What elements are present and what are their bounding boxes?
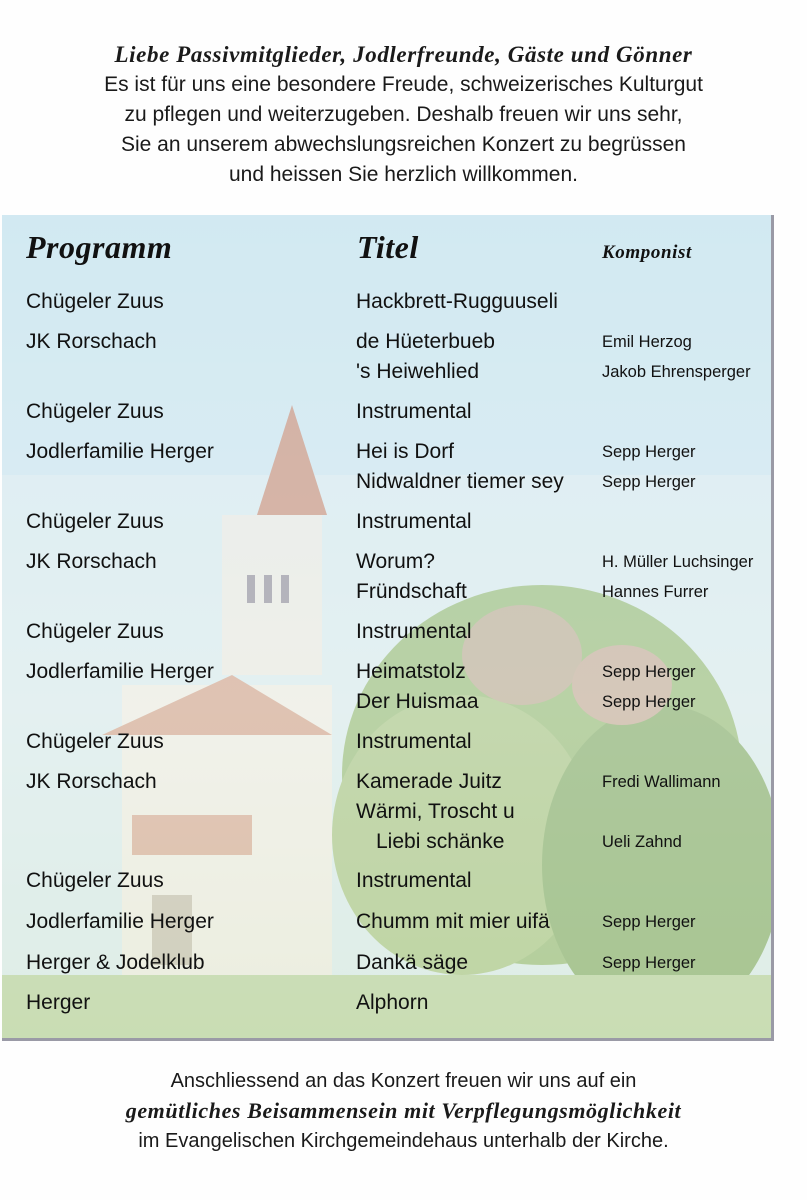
song-titles bbox=[356, 767, 515, 857]
song-titles bbox=[356, 617, 472, 647]
song-title: 's Heiwehlied bbox=[356, 360, 480, 383]
song-title: Worum? bbox=[356, 550, 435, 573]
program-column-header: Programm bbox=[26, 229, 173, 265]
performer: JK Rorschach bbox=[26, 330, 157, 353]
intro-line: und heissen Sie herzlich willkommen. bbox=[229, 163, 578, 186]
performer: Herger bbox=[26, 991, 91, 1014]
song-titles bbox=[356, 437, 564, 497]
song-title: Fründschaft bbox=[356, 580, 467, 603]
outro-line: im Evangelischen Kirchgemeindehaus unterhalb der Kirche. bbox=[138, 1130, 669, 1152]
song-titles bbox=[356, 907, 550, 937]
outro-line: Anschliessend an das Konzert freuen wir uns auf ein bbox=[170, 1070, 637, 1092]
performer: Jodlerfamilie Herger bbox=[26, 440, 214, 463]
song-title: Kamerade Juitz bbox=[356, 770, 502, 793]
program-panel bbox=[2, 215, 774, 1041]
composer-column-header: Komponist bbox=[602, 242, 692, 263]
song-title: Instrumental bbox=[356, 400, 472, 423]
composer: Sepp Herger bbox=[602, 663, 696, 681]
composer: Sepp Herger bbox=[602, 954, 696, 972]
composer: Jakob Ehrensperger bbox=[602, 363, 751, 381]
performer: Chügeler Zuus bbox=[26, 290, 164, 313]
intro-line: Es ist für uns eine besondere Freude, schweizerisches Kulturgut bbox=[104, 73, 703, 96]
composers bbox=[602, 327, 751, 387]
performer: JK Rorschach bbox=[26, 770, 157, 793]
song-title: Instrumental bbox=[356, 620, 472, 643]
song-title: Wärmi, Troscht u bbox=[356, 800, 515, 823]
intro-line: Sie an unserem abwechslungsreichen Konzert zu begrüssen bbox=[120, 133, 686, 156]
song-titles bbox=[356, 547, 467, 607]
song-title: Heimatstolz bbox=[356, 660, 466, 683]
composers bbox=[602, 907, 696, 937]
song-title: Alphorn bbox=[356, 991, 429, 1014]
title-column-header: Titel bbox=[357, 229, 419, 265]
song-title: Chumm mit mier uifä bbox=[356, 910, 550, 933]
song-titles bbox=[356, 988, 428, 1018]
song-titles bbox=[356, 727, 472, 757]
song-title: Liebi schänke bbox=[376, 830, 505, 853]
song-titles bbox=[356, 327, 495, 387]
composer: Sepp Herger bbox=[602, 473, 696, 491]
composer: Sepp Herger bbox=[602, 913, 696, 931]
composer: H. Müller Luchsinger bbox=[602, 553, 754, 571]
song-titles bbox=[356, 287, 558, 317]
composers bbox=[602, 657, 696, 717]
composer: Sepp Herger bbox=[602, 443, 696, 461]
performer: Chügeler Zuus bbox=[26, 400, 164, 423]
performer: JK Rorschach bbox=[26, 550, 157, 573]
composer: Hannes Furrer bbox=[602, 583, 709, 601]
performer: Herger & Jodelklub bbox=[26, 951, 205, 974]
composer bbox=[602, 797, 721, 827]
intro-section bbox=[0, 40, 807, 190]
song-title: Hackbrett-Rugguuseli bbox=[356, 290, 558, 313]
song-titles bbox=[356, 397, 472, 427]
intro-heading: Liebe Passivmitglieder, Jodlerfreunde, Gäste und Gönner bbox=[114, 42, 693, 67]
performer: Jodlerfamilie Herger bbox=[26, 660, 214, 683]
performer: Jodlerfamilie Herger bbox=[26, 910, 214, 933]
song-titles bbox=[356, 507, 472, 537]
song-titles bbox=[356, 948, 468, 978]
composers bbox=[602, 767, 721, 857]
performer: Chügeler Zuus bbox=[26, 869, 164, 892]
song-title: Nidwaldner tiemer sey bbox=[356, 470, 564, 493]
composers bbox=[602, 547, 753, 607]
intro-line: zu pflegen und weiterzugeben. Deshalb freuen wir uns sehr, bbox=[124, 103, 683, 126]
composer: Fredi Wallimann bbox=[602, 773, 721, 791]
composers bbox=[602, 948, 696, 978]
song-titles bbox=[356, 657, 479, 717]
composer: Emil Herzog bbox=[602, 333, 692, 351]
composer: Sepp Herger bbox=[602, 693, 696, 711]
outro-emphasis: gemütliches Beisammensein mit Verpflegungsmöglichkeit bbox=[125, 1098, 682, 1123]
composer: Ueli Zahnd bbox=[602, 833, 682, 851]
outro-section bbox=[0, 1066, 807, 1156]
performer: Chügeler Zuus bbox=[26, 510, 164, 533]
song-title: Instrumental bbox=[356, 730, 472, 753]
song-title: Instrumental bbox=[356, 869, 472, 892]
performer: Chügeler Zuus bbox=[26, 620, 164, 643]
song-title: Instrumental bbox=[356, 510, 472, 533]
composers bbox=[602, 437, 696, 497]
song-title: Hei is Dorf bbox=[356, 440, 455, 463]
song-title: Der Huismaa bbox=[356, 690, 479, 713]
song-title: Dankä säge bbox=[356, 951, 469, 974]
song-title: de Hüeterbueb bbox=[356, 330, 495, 353]
performer: Chügeler Zuus bbox=[26, 730, 164, 753]
song-titles bbox=[356, 866, 472, 896]
